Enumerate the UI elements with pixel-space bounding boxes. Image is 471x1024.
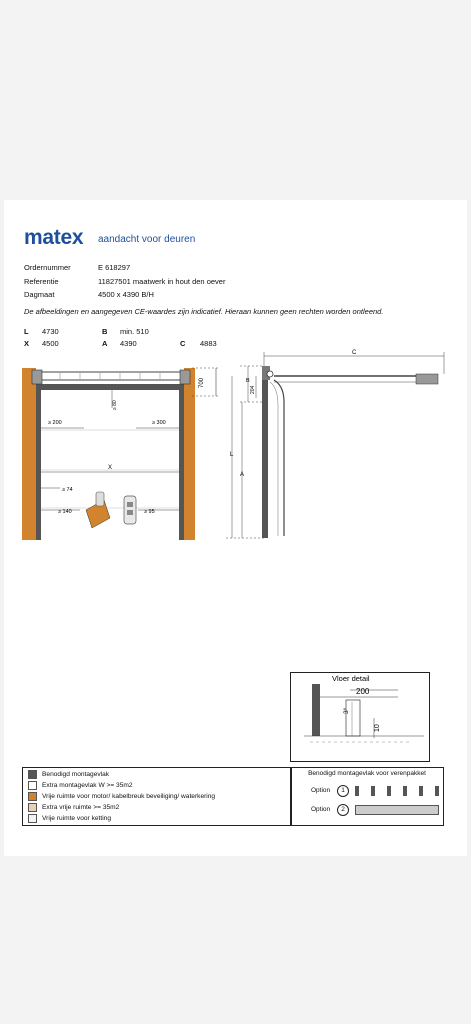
option-2-number: 2 [337, 804, 349, 816]
left-mounting-post [36, 384, 41, 540]
option-2-label: Option [311, 806, 331, 813]
label-74: ≥ 74 [62, 487, 73, 493]
dim-label-x: X [24, 339, 30, 348]
dim-value-c: 4883 [200, 339, 217, 348]
option-2-spring-bar [355, 805, 439, 815]
logo-tagline: aandacht voor deuren [98, 234, 196, 245]
right-free-space-zone [184, 368, 195, 540]
legend-label-chain: Vrije ruimte voor ketting [42, 815, 112, 822]
dim-value-x: 4500 [42, 339, 59, 348]
dim-label-b: B [102, 327, 108, 336]
floor-label-200: 200 [356, 687, 370, 696]
label-95: ≥ 95 [144, 509, 155, 515]
dim-label-l: L [24, 327, 29, 336]
spring-box-title: Benodigd montagevlak voor verenpakket [308, 770, 426, 777]
legend-swatch-required [28, 770, 37, 779]
legend-box [22, 767, 292, 826]
dim-value-a: 4390 [120, 339, 137, 348]
side-view-drawing [226, 346, 448, 542]
legend-row-required [28, 770, 109, 779]
motor-icon [96, 492, 104, 506]
info-value-referentie: 11827501 maatwerk in hout den oever [98, 277, 226, 286]
right-drum [180, 370, 190, 384]
label-c: C [352, 350, 357, 356]
wall-post [262, 366, 268, 538]
right-mounting-post [179, 384, 184, 540]
legend-label-required: Benodigd montagevlak [42, 771, 110, 778]
floor-post [312, 684, 320, 736]
legend-row-extra-free [28, 803, 119, 812]
info-label-ordernummer: Ordernummer [24, 263, 71, 272]
dim-value-l: 4730 [42, 327, 59, 336]
floor-detail-drawing [290, 672, 430, 762]
legend-swatch-motor [28, 792, 37, 801]
dim-label-c: C [180, 339, 186, 348]
legend-row-extra [28, 781, 133, 790]
label-l: L [230, 452, 234, 458]
option-1-label: Option [311, 787, 331, 794]
label-140: ≥ 140 [58, 509, 72, 515]
option-1-number: 1 [337, 785, 349, 797]
legend-label-extra-free: Extra vrije ruimte >= 35m2 [42, 804, 120, 811]
legend-label-motor: Vrije ruimte voor motor/ kabelbreuk beveiliging/ waterkering [42, 793, 216, 800]
spring-package-box [290, 767, 444, 826]
legend-swatch-extra [28, 781, 37, 790]
label-204: 204 [250, 385, 256, 394]
legend-row-motor [28, 792, 215, 801]
label-x: X [108, 465, 113, 471]
legend-row-chain [28, 814, 111, 823]
dim-label-a: A [102, 339, 108, 348]
info-value-dagmaat: 4500 x 4390 B/H [98, 290, 154, 299]
info-label-dagmaat: Dagmaat [24, 290, 55, 299]
label-300: ≥ 300 [152, 420, 166, 426]
dim-value-b: min. 510 [120, 327, 149, 336]
info-label-referentie: Referentie [24, 277, 59, 286]
left-free-space-zone [22, 368, 36, 540]
operator-head [416, 374, 438, 384]
floor-label-10: 10 [374, 724, 381, 732]
info-value-ordernummer: E 618297 [98, 263, 131, 272]
top-mounting-beam [36, 384, 184, 390]
floor-detail-title: Vloer detail [332, 674, 370, 683]
label-a: A [240, 472, 245, 478]
option-1-spring-marks [353, 785, 441, 797]
spring-shaft [38, 372, 182, 380]
label-80: ≥ 80 [112, 400, 118, 410]
front-view-drawing [20, 360, 220, 540]
legend-label-extra: Extra montagevlak W >= 35m2 [42, 782, 133, 789]
document-sheet [4, 200, 467, 856]
label-200: ≥ 200 [48, 420, 62, 426]
left-drum [32, 370, 42, 384]
matex-logo: matex [24, 226, 84, 249]
legend-swatch-extra-free [28, 803, 37, 812]
label-b: B [246, 378, 250, 384]
label-700: 700 [199, 377, 205, 388]
legend-swatch-chain [28, 814, 37, 823]
disclaimer-text: De afbeeldingen en aangegeven CE-waardes zijn indicatief. Hieraan kunnen geen rechten worden ontleend. [24, 307, 384, 316]
floor-label-3deg: 3° [343, 707, 350, 714]
